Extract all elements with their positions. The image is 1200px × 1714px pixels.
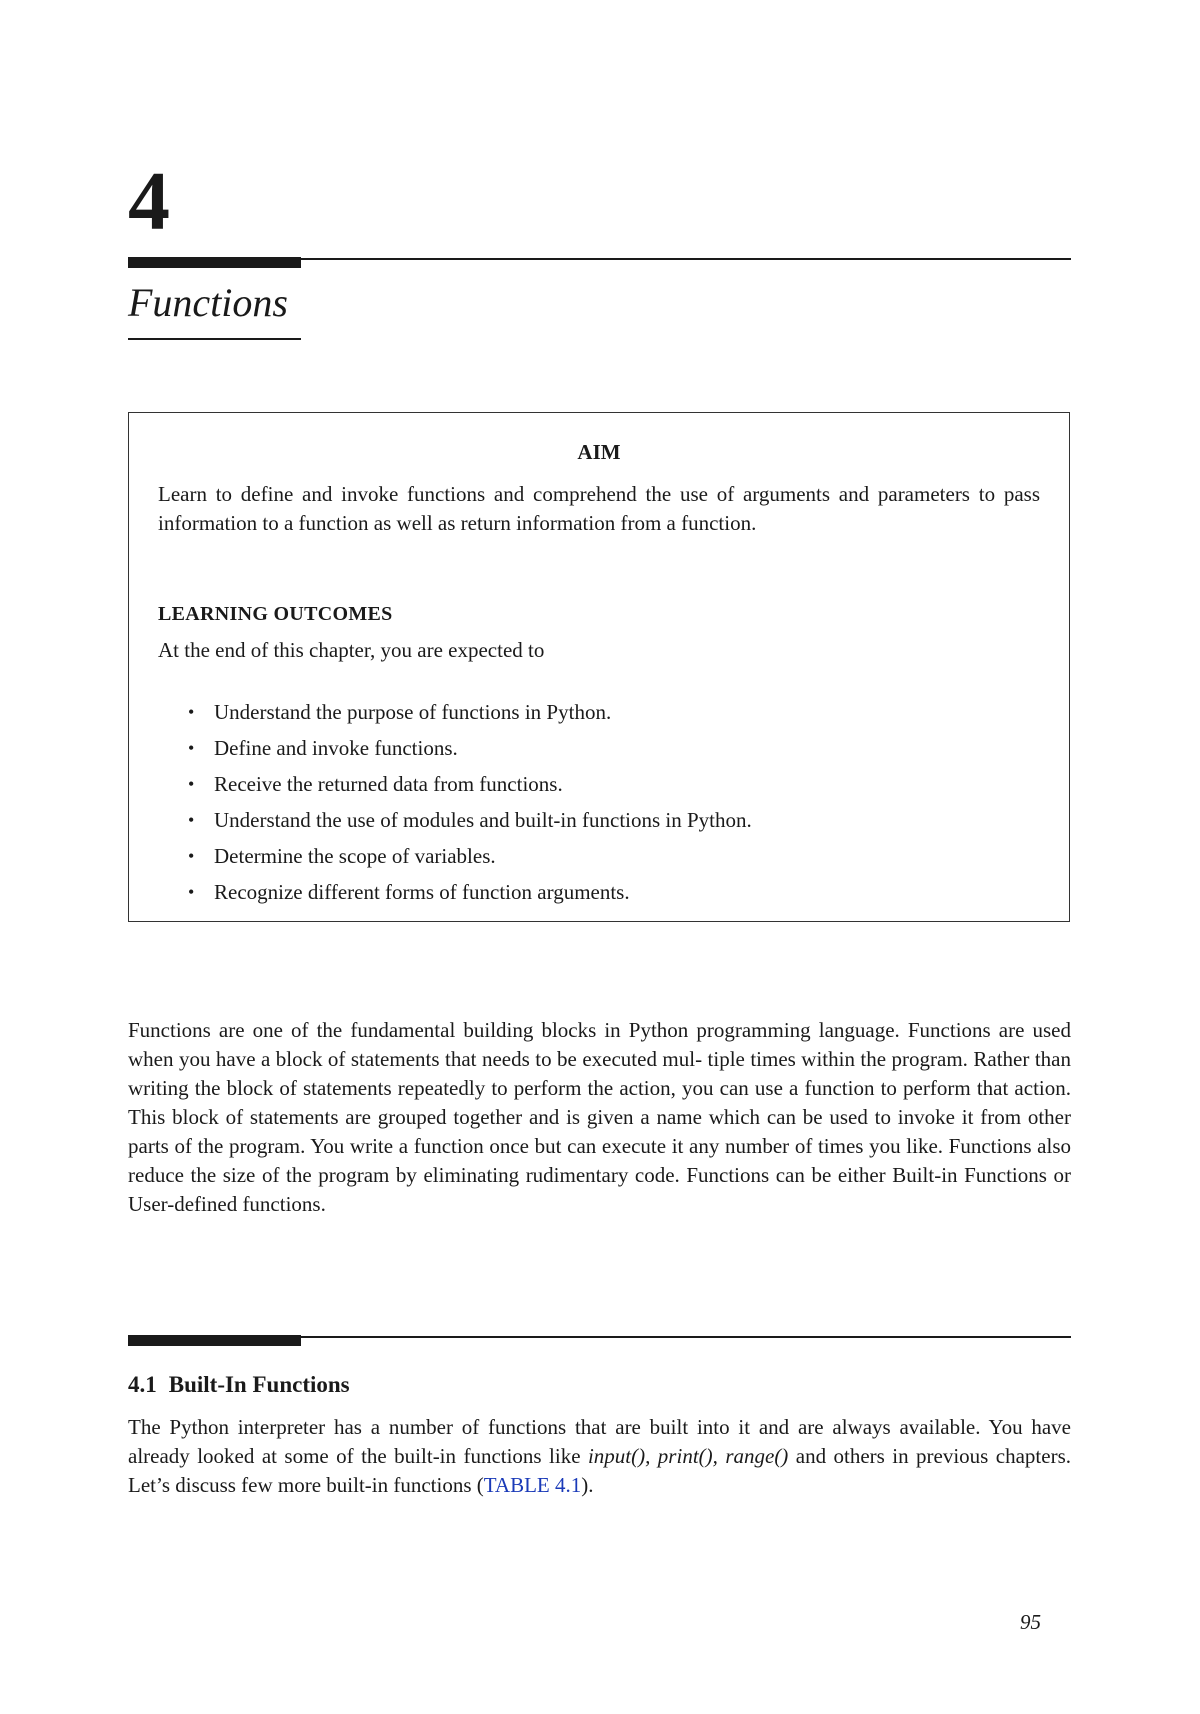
intro-paragraph: Functions are one of the fundamental building blocks in Python programming language. Functions are used when you have a block of statements that needs to be executed mul- tiple times within the program. Rather than writing the block of statements repeatedly to perform the action, you can use a function to perform that action. This block of statements are grouped together and is given a name which can be used to invoke it from other parts of the program. You write a function once but can execute it any number of times you like. Functions also reduce the size of the program by eliminating rudimentary code. Functions can be either Built-in Functions or User-defined functions. <box>128 1018 1071 1216</box>
section-heading <box>128 1372 350 1398</box>
section-paragraph <box>128 1413 1071 1500</box>
list-item <box>186 802 752 838</box>
section-title: Built-In Functions <box>168 1372 350 1397</box>
list-item <box>186 766 752 802</box>
list-item <box>186 694 752 730</box>
section-text-part2: and others in previous chapters. Let’s discuss few more built-in functions ( <box>128 1444 1071 1497</box>
learning-outcomes-list <box>186 694 752 910</box>
outcome-text: Understand the use of modules and built-in functions in Python. <box>214 808 752 832</box>
list-item <box>186 838 752 874</box>
chapter-number: 4 <box>128 155 170 248</box>
section-text-part3: ). <box>581 1473 594 1497</box>
chapter-title-underline <box>128 338 301 340</box>
code-references: input(), print(), range() <box>587 1444 789 1468</box>
learning-outcomes-heading: LEARNING OUTCOMES <box>158 603 393 625</box>
section-text-part1: The Python interpreter has a number of functions that are built into it and are always available. You have already looked at some of the built-in functions like <box>128 1415 1071 1468</box>
outcome-text: Define and invoke functions. <box>214 736 458 760</box>
chapter-rule-accent <box>128 257 301 268</box>
aim-text: Learn to define and invoke functions and comprehend the use of arguments and parameters to pass information to a function as well as return information from a function. <box>158 482 1040 535</box>
table-link[interactable]: TABLE 4.1 <box>483 1473 582 1497</box>
bullet-icon: • <box>188 774 195 794</box>
section-number: 4.1 <box>128 1372 157 1397</box>
chapter-title: Functions <box>128 280 288 325</box>
list-item <box>186 730 752 766</box>
outcome-text: Receive the returned data from functions. <box>214 772 563 796</box>
bullet-icon: • <box>188 846 195 866</box>
list-item <box>186 874 752 910</box>
learning-outcomes-intro: At the end of this chapter, you are expected to <box>158 638 545 662</box>
bullet-icon: • <box>188 882 195 902</box>
outcome-text: Determine the scope of variables. <box>214 844 496 868</box>
bullet-icon: • <box>188 810 195 830</box>
aim-heading: AIM <box>577 440 621 464</box>
page-number: 95 <box>1020 1610 1041 1634</box>
bullet-icon: • <box>188 702 195 722</box>
outcome-text: Recognize different forms of function arguments. <box>214 880 630 904</box>
outcome-text: Understand the purpose of functions in Python. <box>214 700 612 724</box>
section-rule-accent <box>128 1335 301 1346</box>
bullet-icon: • <box>188 738 195 758</box>
